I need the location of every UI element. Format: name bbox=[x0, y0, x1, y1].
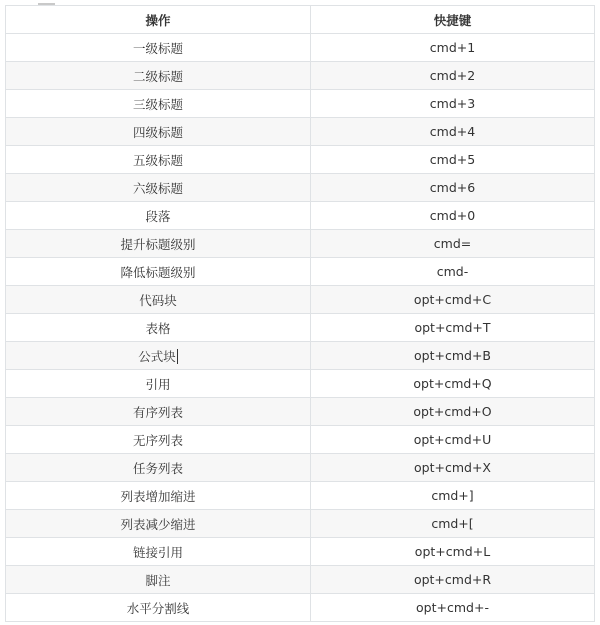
shortcut-cell[interactable]: cmd= bbox=[311, 230, 595, 258]
table-row bbox=[6, 426, 595, 454]
table-row bbox=[6, 510, 595, 538]
table-row bbox=[6, 258, 595, 286]
table-row bbox=[6, 90, 595, 118]
action-cell[interactable]: 六级标题 bbox=[6, 174, 311, 202]
action-cell[interactable]: 任务列表 bbox=[6, 454, 311, 482]
shortcut-cell[interactable]: cmd+[ bbox=[311, 510, 595, 538]
shortcut-cell[interactable]: cmd+4 bbox=[311, 118, 595, 146]
shortcut-cell[interactable]: opt+cmd+Q bbox=[311, 370, 595, 398]
table-row bbox=[6, 62, 595, 90]
shortcut-cell[interactable]: cmd+1 bbox=[311, 34, 595, 62]
shortcut-cell[interactable]: opt+cmd+- bbox=[311, 594, 595, 622]
action-cell[interactable]: 二级标题 bbox=[6, 62, 311, 90]
action-cell[interactable]: 表格 bbox=[6, 314, 311, 342]
action-cell[interactable]: 段落 bbox=[6, 202, 311, 230]
shortcut-cell[interactable]: opt+cmd+O bbox=[311, 398, 595, 426]
table-row bbox=[6, 174, 595, 202]
shortcut-cell[interactable]: opt+cmd+C bbox=[311, 286, 595, 314]
action-cell[interactable]: 代码块 bbox=[6, 286, 311, 314]
action-cell[interactable]: 无序列表 bbox=[6, 426, 311, 454]
shortcut-cell[interactable]: cmd- bbox=[311, 258, 595, 286]
table-row bbox=[6, 538, 595, 566]
shortcut-cell[interactable]: cmd+5 bbox=[311, 146, 595, 174]
shortcut-cell[interactable]: cmd+3 bbox=[311, 90, 595, 118]
shortcut-cell[interactable]: cmd+] bbox=[311, 482, 595, 510]
shortcut-cell[interactable]: opt+cmd+T bbox=[311, 314, 595, 342]
header-action[interactable]: 操作 bbox=[6, 6, 311, 34]
action-cell[interactable]: 提升标题级别 bbox=[6, 230, 311, 258]
text-cursor bbox=[177, 349, 178, 364]
action-cell-text: 公式块 bbox=[138, 348, 176, 364]
action-cell-active[interactable] bbox=[6, 342, 311, 370]
action-cell[interactable]: 五级标题 bbox=[6, 146, 311, 174]
table-row bbox=[6, 314, 595, 342]
header-shortcut[interactable]: 快捷键 bbox=[311, 6, 595, 34]
action-cell[interactable]: 链接引用 bbox=[6, 538, 311, 566]
action-cell[interactable]: 降低标题级别 bbox=[6, 258, 311, 286]
shortcut-cell[interactable]: opt+cmd+R bbox=[311, 566, 595, 594]
table-row bbox=[6, 594, 595, 622]
shortcut-table bbox=[5, 5, 595, 622]
shortcut-cell[interactable]: opt+cmd+X bbox=[311, 454, 595, 482]
action-cell[interactable]: 脚注 bbox=[6, 566, 311, 594]
table-row bbox=[6, 370, 595, 398]
table-row bbox=[6, 482, 595, 510]
action-cell[interactable]: 四级标题 bbox=[6, 118, 311, 146]
table-row bbox=[6, 566, 595, 594]
table-row bbox=[6, 454, 595, 482]
shortcut-cell[interactable]: cmd+2 bbox=[311, 62, 595, 90]
table-row bbox=[6, 118, 595, 146]
shortcut-cell[interactable]: opt+cmd+B bbox=[311, 342, 595, 370]
action-cell[interactable]: 水平分割线 bbox=[6, 594, 311, 622]
shortcut-cell[interactable]: cmd+6 bbox=[311, 174, 595, 202]
action-cell[interactable]: 列表增加缩进 bbox=[6, 482, 311, 510]
header-row bbox=[6, 6, 595, 34]
table-row bbox=[6, 34, 595, 62]
action-cell[interactable]: 三级标题 bbox=[6, 90, 311, 118]
shortcut-cell[interactable]: opt+cmd+L bbox=[311, 538, 595, 566]
table-row bbox=[6, 230, 595, 258]
table-row bbox=[6, 342, 595, 370]
table-row bbox=[6, 202, 595, 230]
action-cell[interactable]: 一级标题 bbox=[6, 34, 311, 62]
table-row bbox=[6, 146, 595, 174]
shortcut-cell[interactable]: opt+cmd+U bbox=[311, 426, 595, 454]
table-row bbox=[6, 398, 595, 426]
table-row bbox=[6, 286, 595, 314]
action-cell[interactable]: 引用 bbox=[6, 370, 311, 398]
shortcut-cell[interactable]: cmd+0 bbox=[311, 202, 595, 230]
action-cell[interactable]: 有序列表 bbox=[6, 398, 311, 426]
action-cell[interactable]: 列表减少缩进 bbox=[6, 510, 311, 538]
